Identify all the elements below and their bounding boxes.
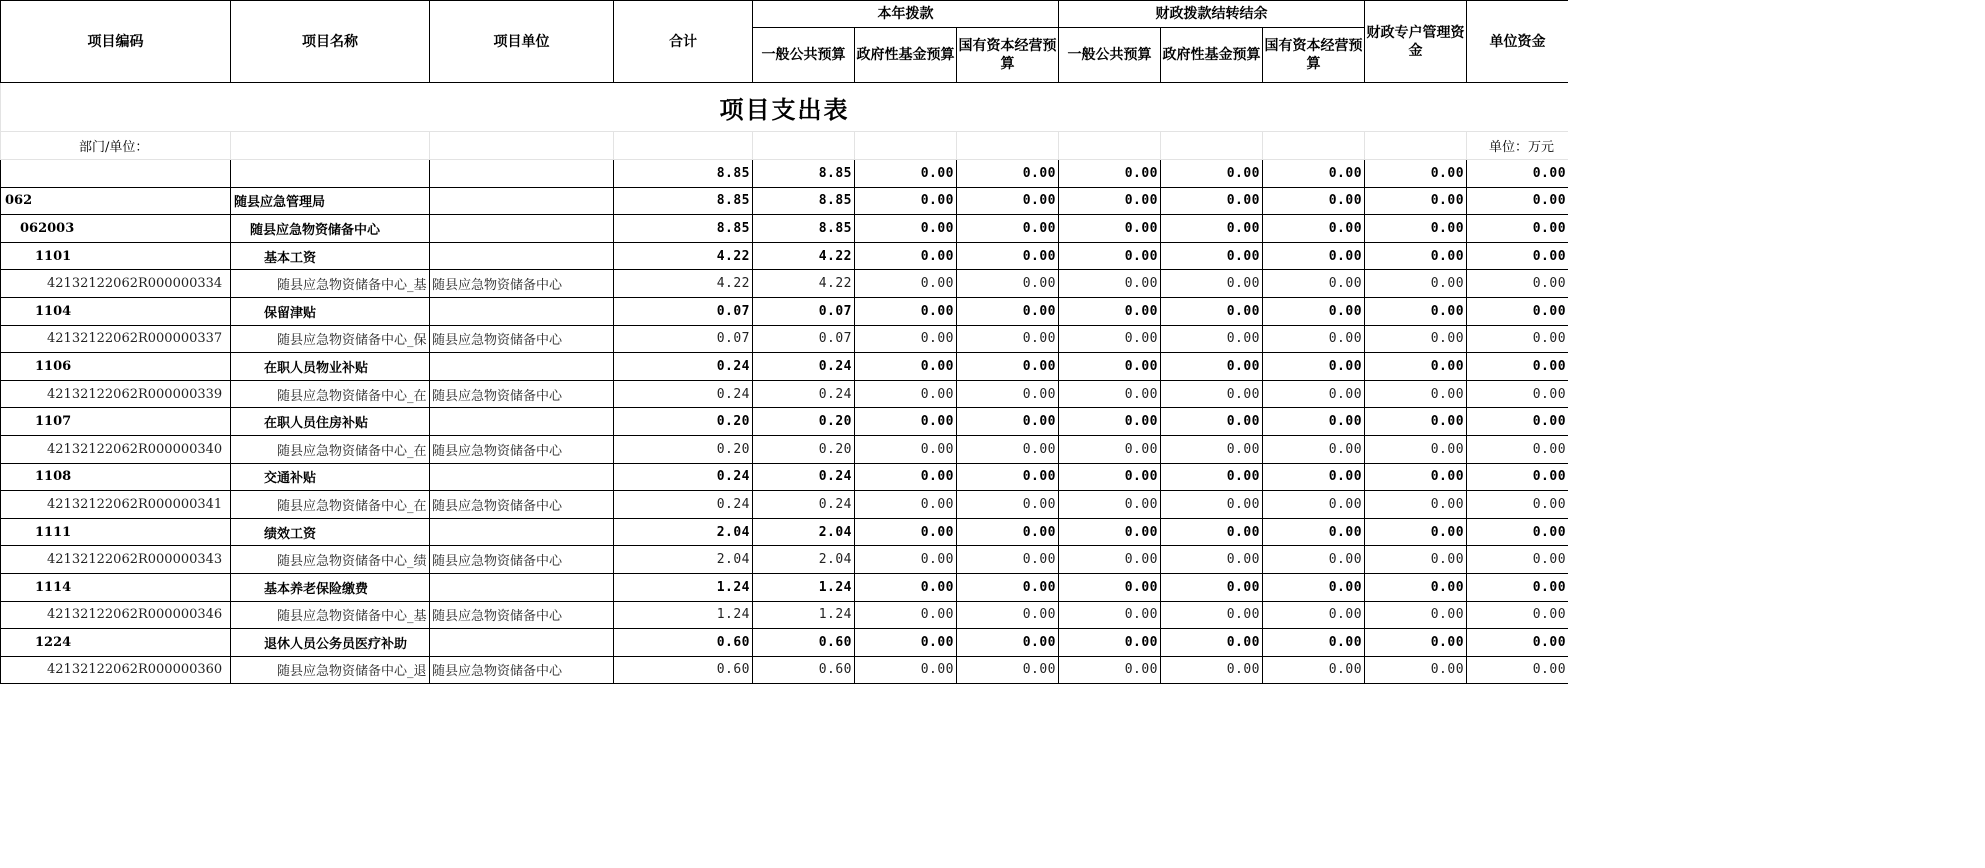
cell-total[interactable]: 0.07 [614, 325, 753, 353]
cell-carryover-general[interactable]: 0.00 [1059, 435, 1161, 463]
page-title: 项目支出表 [1, 83, 1569, 132]
cell-project-code[interactable]: 1107 [1, 408, 231, 436]
cell-current-gov-fund[interactable]: 0.00 [855, 297, 957, 325]
cell-current-general[interactable]: 4.22 [753, 242, 855, 270]
cell-project-unit[interactable]: 随县应急物资储备中心 [430, 435, 614, 463]
cell-current-gov-fund[interactable]: 0.00 [855, 601, 957, 629]
header-current-gov-fund-budget[interactable]: 政府性基金预算 [855, 28, 957, 83]
cell-project-name[interactable]: 交通补贴 [231, 463, 430, 491]
header-current-state-capital-budget[interactable]: 国有资本经营预算 [957, 28, 1059, 83]
cell-project-unit[interactable]: 随县应急物资储备中心 [430, 656, 614, 684]
cell-special-account-fund[interactable]: 0.00 [1365, 215, 1467, 243]
header-total[interactable]: 合计 [614, 1, 753, 83]
cell-current-general[interactable]: 8.85 [753, 187, 855, 215]
cell-project-unit[interactable] [430, 518, 614, 546]
cell-project-unit[interactable]: 随县应急物资储备中心 [430, 601, 614, 629]
cell-project-code[interactable]: 42132122062R000000341 [1, 491, 231, 519]
cell-project-code[interactable]: 1101 [1, 242, 231, 270]
cell-total[interactable]: 1.24 [614, 573, 753, 601]
cell-current-state-capital[interactable]: 0.00 [957, 546, 1059, 574]
empty-cell [1161, 132, 1263, 160]
cell-special-account-fund[interactable]: 0.00 [1365, 242, 1467, 270]
cell-current-general[interactable]: 0.24 [753, 491, 855, 519]
cell-carryover-general[interactable]: 0.00 [1059, 656, 1161, 684]
cell-unit-fund[interactable]: 0.00 [1467, 629, 1568, 657]
table-row[interactable] [1, 353, 1569, 381]
cell-carryover-gov-fund[interactable]: 0.00 [1161, 353, 1263, 381]
cell-carryover-gov-fund[interactable]: 0.00 [1161, 325, 1263, 353]
cell-carryover-gov-fund[interactable]: 0.00 [1161, 380, 1263, 408]
cell-project-code[interactable]: 42132122062R000000343 [1, 546, 231, 574]
cell-project-code[interactable]: 1106 [1, 353, 231, 381]
cell-carryover-state-capital[interactable]: 0.00 [1263, 270, 1365, 298]
cell-total[interactable]: 0.24 [614, 380, 753, 408]
cell-current-state-capital[interactable]: 0.00 [957, 325, 1059, 353]
cell-unit-fund[interactable]: 0.00 [1467, 573, 1568, 601]
cell-current-general[interactable]: 1.24 [753, 573, 855, 601]
table-row[interactable] [1, 187, 1569, 215]
cell-project-unit[interactable] [430, 463, 614, 491]
cell-carryover-gov-fund[interactable]: 0.00 [1161, 160, 1263, 188]
cell-special-account-fund[interactable]: 0.00 [1365, 546, 1467, 574]
cell-current-gov-fund[interactable]: 0.00 [855, 656, 957, 684]
cell-current-general[interactable]: 0.07 [753, 325, 855, 353]
cell-carryover-state-capital[interactable]: 0.00 [1263, 297, 1365, 325]
cell-current-state-capital[interactable]: 0.00 [957, 601, 1059, 629]
cell-project-code[interactable]: 42132122062R000000339 [1, 380, 231, 408]
header-group-carryover[interactable]: 财政拨款结转结余 [1059, 1, 1365, 28]
empty-cell [957, 132, 1059, 160]
cell-project-code[interactable]: 1114 [1, 573, 231, 601]
table-row[interactable] [1, 573, 1569, 601]
cell-project-code[interactable]: 1108 [1, 463, 231, 491]
cell-special-account-fund[interactable]: 0.00 [1365, 518, 1467, 546]
cell-project-code[interactable]: 42132122062R000000360 [1, 656, 231, 684]
cell-project-name[interactable]: 基本养老保险缴费 [231, 573, 430, 601]
empty-cell [231, 132, 430, 160]
cell-unit-fund[interactable]: 0.00 [1467, 491, 1568, 519]
cell-unit-fund[interactable]: 0.00 [1467, 215, 1568, 243]
cell-total[interactable]: 0.07 [614, 297, 753, 325]
cell-total[interactable]: 0.60 [614, 656, 753, 684]
cell-project-name[interactable]: 保留津贴 [231, 297, 430, 325]
cell-carryover-general[interactable]: 0.00 [1059, 380, 1161, 408]
cell-current-state-capital[interactable]: 0.00 [957, 380, 1059, 408]
table-row[interactable] [1, 380, 1569, 408]
cell-special-account-fund[interactable]: 0.00 [1365, 491, 1467, 519]
cell-project-name[interactable]: 随县应急管理局 [231, 187, 430, 215]
cell-current-state-capital[interactable]: 0.00 [957, 408, 1059, 436]
cell-current-state-capital[interactable]: 0.00 [957, 215, 1059, 243]
cell-special-account-fund[interactable]: 0.00 [1365, 463, 1467, 491]
cell-special-account-fund[interactable]: 0.00 [1365, 187, 1467, 215]
cell-total[interactable]: 2.04 [614, 546, 753, 574]
empty-cell [614, 132, 753, 160]
cell-carryover-gov-fund[interactable]: 0.00 [1161, 491, 1263, 519]
cell-project-code[interactable]: 42132122062R000000337 [1, 325, 231, 353]
table-row[interactable] [1, 546, 1569, 574]
cell-project-name[interactable]: 随县应急物资储备中心_在 [231, 435, 430, 463]
cell-current-state-capital[interactable]: 0.00 [957, 463, 1059, 491]
cell-special-account-fund[interactable]: 0.00 [1365, 435, 1467, 463]
table-row[interactable] [1, 656, 1569, 684]
table-row[interactable] [1, 463, 1569, 491]
cell-current-state-capital[interactable]: 0.00 [957, 160, 1059, 188]
cell-project-unit[interactable]: 随县应急物资储备中心 [430, 546, 614, 574]
cell-unit-fund[interactable]: 0.00 [1467, 353, 1568, 381]
cell-total[interactable]: 4.22 [614, 270, 753, 298]
cell-current-state-capital[interactable]: 0.00 [957, 518, 1059, 546]
cell-carryover-state-capital[interactable]: 0.00 [1263, 187, 1365, 215]
cell-carryover-state-capital[interactable]: 0.00 [1263, 601, 1365, 629]
cell-carryover-state-capital[interactable]: 0.00 [1263, 546, 1365, 574]
cell-project-unit[interactable] [430, 408, 614, 436]
cell-project-name[interactable]: 绩效工资 [231, 518, 430, 546]
header-special-account-fund[interactable]: 财政专户管理资金 [1365, 1, 1467, 83]
cell-total[interactable]: 8.85 [614, 187, 753, 215]
cell-carryover-gov-fund[interactable]: 0.00 [1161, 270, 1263, 298]
cell-project-code[interactable]: 1224 [1, 629, 231, 657]
cell-project-unit[interactable] [430, 160, 614, 188]
cell-carryover-gov-fund[interactable]: 0.00 [1161, 463, 1263, 491]
cell-unit-fund[interactable]: 0.00 [1467, 656, 1568, 684]
cell-unit-fund[interactable]: 0.00 [1467, 518, 1568, 546]
cell-carryover-gov-fund[interactable]: 0.00 [1161, 518, 1263, 546]
cell-carryover-gov-fund[interactable]: 0.00 [1161, 297, 1263, 325]
cell-carryover-general[interactable]: 0.00 [1059, 601, 1161, 629]
unit-label: 单位：万元 [1467, 132, 1568, 160]
cell-current-gov-fund[interactable]: 0.00 [855, 463, 957, 491]
cell-project-unit[interactable] [430, 629, 614, 657]
cell-unit-fund[interactable]: 0.00 [1467, 187, 1568, 215]
cell-project-unit[interactable] [430, 215, 614, 243]
header-carryover-state-capital-budget[interactable]: 国有资本经营预算 [1263, 28, 1365, 83]
cell-project-unit[interactable] [430, 353, 614, 381]
cell-carryover-gov-fund[interactable]: 0.00 [1161, 187, 1263, 215]
cell-special-account-fund[interactable]: 0.00 [1365, 160, 1467, 188]
cell-current-gov-fund[interactable]: 0.00 [855, 215, 957, 243]
cell-current-gov-fund[interactable]: 0.00 [855, 518, 957, 546]
cell-carryover-general[interactable]: 0.00 [1059, 242, 1161, 270]
cell-carryover-state-capital[interactable]: 0.00 [1263, 380, 1365, 408]
cell-carryover-state-capital[interactable]: 0.00 [1263, 491, 1365, 519]
cell-unit-fund[interactable]: 0.00 [1467, 546, 1568, 574]
header-carryover-general-budget[interactable]: 一般公共预算 [1059, 28, 1161, 83]
table-row[interactable] [1, 518, 1569, 546]
cell-project-code[interactable]: 1111 [1, 518, 231, 546]
cell-current-gov-fund[interactable]: 0.00 [855, 160, 957, 188]
table-row[interactable] [1, 297, 1569, 325]
cell-carryover-gov-fund[interactable]: 0.00 [1161, 656, 1263, 684]
cell-current-gov-fund[interactable]: 0.00 [855, 187, 957, 215]
cell-project-name[interactable]: 随县应急物资储备中心_基 [231, 270, 430, 298]
table-row[interactable] [1, 215, 1569, 243]
cell-project-unit[interactable] [430, 297, 614, 325]
cell-current-gov-fund[interactable]: 0.00 [855, 573, 957, 601]
cell-project-code[interactable] [1, 160, 231, 188]
cell-current-gov-fund[interactable]: 0.00 [855, 546, 957, 574]
header-carryover-gov-fund-budget[interactable]: 政府性基金预算 [1161, 28, 1263, 83]
cell-current-general[interactable]: 0.07 [753, 297, 855, 325]
cell-total[interactable]: 4.22 [614, 242, 753, 270]
cell-project-name[interactable]: 在职人员物业补贴 [231, 353, 430, 381]
cell-unit-fund[interactable]: 0.00 [1467, 160, 1568, 188]
cell-project-code[interactable]: 42132122062R000000346 [1, 601, 231, 629]
table-row[interactable] [1, 160, 1569, 188]
cell-special-account-fund[interactable]: 0.00 [1365, 629, 1467, 657]
cell-carryover-state-capital[interactable]: 0.00 [1263, 463, 1365, 491]
cell-project-unit[interactable]: 随县应急物资储备中心 [430, 491, 614, 519]
cell-current-gov-fund[interactable]: 0.00 [855, 629, 957, 657]
cell-unit-fund[interactable]: 0.00 [1467, 435, 1568, 463]
cell-project-name[interactable]: 退休人员公务员医疗补助 [231, 629, 430, 657]
cell-current-general[interactable]: 4.22 [753, 270, 855, 298]
cell-current-state-capital[interactable]: 0.00 [957, 187, 1059, 215]
cell-total[interactable]: 8.85 [614, 160, 753, 188]
cell-project-unit[interactable] [430, 573, 614, 601]
cell-special-account-fund[interactable]: 0.00 [1365, 325, 1467, 353]
cell-carryover-state-capital[interactable]: 0.00 [1263, 435, 1365, 463]
cell-current-general[interactable]: 0.24 [753, 463, 855, 491]
cell-carryover-general[interactable]: 0.00 [1059, 491, 1161, 519]
cell-carryover-gov-fund[interactable]: 0.00 [1161, 242, 1263, 270]
cell-current-state-capital[interactable]: 0.00 [957, 491, 1059, 519]
cell-special-account-fund[interactable]: 0.00 [1365, 270, 1467, 298]
cell-project-name[interactable] [231, 160, 430, 188]
cell-current-gov-fund[interactable]: 0.00 [855, 325, 957, 353]
cell-carryover-state-capital[interactable]: 0.00 [1263, 518, 1365, 546]
cell-current-general[interactable]: 8.85 [753, 215, 855, 243]
cell-special-account-fund[interactable]: 0.00 [1365, 297, 1467, 325]
cell-total[interactable]: 1.24 [614, 601, 753, 629]
cell-special-account-fund[interactable]: 0.00 [1365, 656, 1467, 684]
header-unit-fund[interactable]: 单位资金 [1467, 1, 1568, 83]
cell-current-gov-fund[interactable]: 0.00 [855, 353, 957, 381]
cell-total[interactable]: 0.24 [614, 463, 753, 491]
table-row[interactable] [1, 491, 1569, 519]
cell-current-state-capital[interactable]: 0.00 [957, 270, 1059, 298]
cell-project-unit[interactable]: 随县应急物资储备中心 [430, 380, 614, 408]
cell-current-general[interactable]: 2.04 [753, 546, 855, 574]
empty-cell [1263, 132, 1365, 160]
cell-carryover-state-capital[interactable]: 0.00 [1263, 353, 1365, 381]
cell-total[interactable]: 0.20 [614, 435, 753, 463]
cell-carryover-general[interactable]: 0.00 [1059, 187, 1161, 215]
cell-project-name[interactable]: 随县应急物资储备中心_在 [231, 380, 430, 408]
cell-current-state-capital[interactable]: 0.00 [957, 242, 1059, 270]
cell-carryover-state-capital[interactable]: 0.00 [1263, 408, 1365, 436]
cell-carryover-general[interactable]: 0.00 [1059, 160, 1161, 188]
cell-carryover-gov-fund[interactable]: 0.00 [1161, 408, 1263, 436]
cell-project-name[interactable]: 在职人员住房补贴 [231, 408, 430, 436]
cell-carryover-state-capital[interactable]: 0.00 [1263, 215, 1365, 243]
cell-current-state-capital[interactable]: 0.00 [957, 656, 1059, 684]
cell-carryover-gov-fund[interactable]: 0.00 [1161, 601, 1263, 629]
cell-unit-fund[interactable]: 0.00 [1467, 270, 1568, 298]
cell-current-gov-fund[interactable]: 0.00 [855, 491, 957, 519]
cell-carryover-gov-fund[interactable]: 0.00 [1161, 546, 1263, 574]
header-project-code[interactable]: 项目编码 [1, 1, 231, 83]
cell-current-general[interactable]: 1.24 [753, 601, 855, 629]
cell-total[interactable]: 8.85 [614, 215, 753, 243]
cell-total[interactable]: 0.24 [614, 491, 753, 519]
cell-unit-fund[interactable]: 0.00 [1467, 325, 1568, 353]
cell-special-account-fund[interactable]: 0.00 [1365, 601, 1467, 629]
cell-current-general[interactable]: 0.60 [753, 629, 855, 657]
cell-project-name[interactable]: 基本工资 [231, 242, 430, 270]
cell-special-account-fund[interactable]: 0.00 [1365, 408, 1467, 436]
cell-current-general[interactable]: 2.04 [753, 518, 855, 546]
table-row[interactable] [1, 242, 1569, 270]
cell-unit-fund[interactable]: 0.00 [1467, 297, 1568, 325]
cell-carryover-state-capital[interactable]: 0.00 [1263, 325, 1365, 353]
cell-total[interactable]: 0.60 [614, 629, 753, 657]
cell-unit-fund[interactable]: 0.00 [1467, 408, 1568, 436]
cell-current-state-capital[interactable]: 0.00 [957, 435, 1059, 463]
cell-current-gov-fund[interactable]: 0.00 [855, 380, 957, 408]
cell-carryover-general[interactable]: 0.00 [1059, 215, 1161, 243]
cell-project-unit[interactable]: 随县应急物资储备中心 [430, 270, 614, 298]
empty-cell [430, 132, 614, 160]
table-row[interactable] [1, 435, 1569, 463]
cell-total[interactable]: 0.20 [614, 408, 753, 436]
table-body [1, 160, 1569, 684]
cell-project-name[interactable]: 随县应急物资储备中心_在 [231, 491, 430, 519]
cell-total[interactable]: 0.24 [614, 353, 753, 381]
cell-carryover-gov-fund[interactable]: 0.00 [1161, 629, 1263, 657]
cell-project-code[interactable]: 42132122062R000000334 [1, 270, 231, 298]
cell-current-general[interactable]: 0.24 [753, 380, 855, 408]
cell-carryover-general[interactable]: 0.00 [1059, 573, 1161, 601]
cell-total[interactable]: 2.04 [614, 518, 753, 546]
cell-project-name[interactable]: 随县应急物资储备中心 [231, 215, 430, 243]
cell-project-code[interactable]: 062 [1, 187, 231, 215]
cell-carryover-gov-fund[interactable]: 0.00 [1161, 435, 1263, 463]
cell-carryover-general[interactable]: 0.00 [1059, 518, 1161, 546]
cell-project-name[interactable]: 随县应急物资储备中心_退 [231, 656, 430, 684]
empty-cell [855, 132, 957, 160]
cell-project-code[interactable]: 062003 [1, 215, 231, 243]
cell-project-code[interactable]: 42132122062R000000340 [1, 435, 231, 463]
cell-carryover-general[interactable]: 0.00 [1059, 353, 1161, 381]
department-label: 部门/单位： [1, 132, 231, 160]
cell-carryover-state-capital[interactable]: 0.00 [1263, 656, 1365, 684]
table-row[interactable] [1, 629, 1569, 657]
header-group-current-year[interactable]: 本年拨款 [753, 1, 1059, 28]
cell-unit-fund[interactable]: 0.00 [1467, 380, 1568, 408]
empty-cell [1059, 132, 1161, 160]
cell-project-name[interactable]: 随县应急物资储备中心_保 [231, 325, 430, 353]
cell-unit-fund[interactable]: 0.00 [1467, 242, 1568, 270]
table-row[interactable] [1, 325, 1569, 353]
cell-project-unit[interactable]: 随县应急物资储备中心 [430, 325, 614, 353]
cell-carryover-general[interactable]: 0.00 [1059, 546, 1161, 574]
cell-carryover-state-capital[interactable]: 0.00 [1263, 242, 1365, 270]
cell-current-state-capital[interactable]: 0.00 [957, 353, 1059, 381]
cell-current-gov-fund[interactable]: 0.00 [855, 270, 957, 298]
cell-project-unit[interactable] [430, 187, 614, 215]
cell-current-general[interactable]: 8.85 [753, 160, 855, 188]
cell-carryover-general[interactable]: 0.00 [1059, 629, 1161, 657]
cell-current-general[interactable]: 0.20 [753, 408, 855, 436]
cell-project-unit[interactable] [430, 242, 614, 270]
cell-current-state-capital[interactable]: 0.00 [957, 629, 1059, 657]
header-project-name[interactable]: 项目名称 [231, 1, 430, 83]
table-row[interactable] [1, 601, 1569, 629]
cell-current-gov-fund[interactable]: 0.00 [855, 242, 957, 270]
cell-carryover-state-capital[interactable]: 0.00 [1263, 629, 1365, 657]
cell-current-general[interactable]: 0.60 [753, 656, 855, 684]
cell-carryover-gov-fund[interactable]: 0.00 [1161, 215, 1263, 243]
cell-carryover-general[interactable]: 0.00 [1059, 297, 1161, 325]
cell-special-account-fund[interactable]: 0.00 [1365, 353, 1467, 381]
cell-carryover-general[interactable]: 0.00 [1059, 270, 1161, 298]
cell-current-general[interactable]: 0.24 [753, 353, 855, 381]
cell-current-gov-fund[interactable]: 0.00 [855, 408, 957, 436]
cell-carryover-state-capital[interactable]: 0.00 [1263, 160, 1365, 188]
cell-carryover-gov-fund[interactable]: 0.00 [1161, 573, 1263, 601]
cell-unit-fund[interactable]: 0.00 [1467, 463, 1568, 491]
cell-special-account-fund[interactable]: 0.00 [1365, 380, 1467, 408]
cell-special-account-fund[interactable]: 0.00 [1365, 573, 1467, 601]
table-row[interactable] [1, 408, 1569, 436]
cell-carryover-state-capital[interactable]: 0.00 [1263, 573, 1365, 601]
cell-project-code[interactable]: 1104 [1, 297, 231, 325]
cell-current-state-capital[interactable]: 0.00 [957, 573, 1059, 601]
cell-project-name[interactable]: 随县应急物资储备中心_绩 [231, 546, 430, 574]
cell-project-name[interactable]: 随县应急物资储备中心_基 [231, 601, 430, 629]
cell-carryover-general[interactable]: 0.00 [1059, 408, 1161, 436]
empty-cell [1365, 132, 1467, 160]
cell-unit-fund[interactable]: 0.00 [1467, 601, 1568, 629]
cell-carryover-general[interactable]: 0.00 [1059, 463, 1161, 491]
cell-current-general[interactable]: 0.20 [753, 435, 855, 463]
table-row[interactable] [1, 270, 1569, 298]
header-current-general-budget[interactable]: 一般公共预算 [753, 28, 855, 83]
empty-cell [753, 132, 855, 160]
cell-current-state-capital[interactable]: 0.00 [957, 297, 1059, 325]
cell-current-gov-fund[interactable]: 0.00 [855, 435, 957, 463]
header-project-unit[interactable]: 项目单位 [430, 1, 614, 83]
cell-carryover-general[interactable]: 0.00 [1059, 325, 1161, 353]
